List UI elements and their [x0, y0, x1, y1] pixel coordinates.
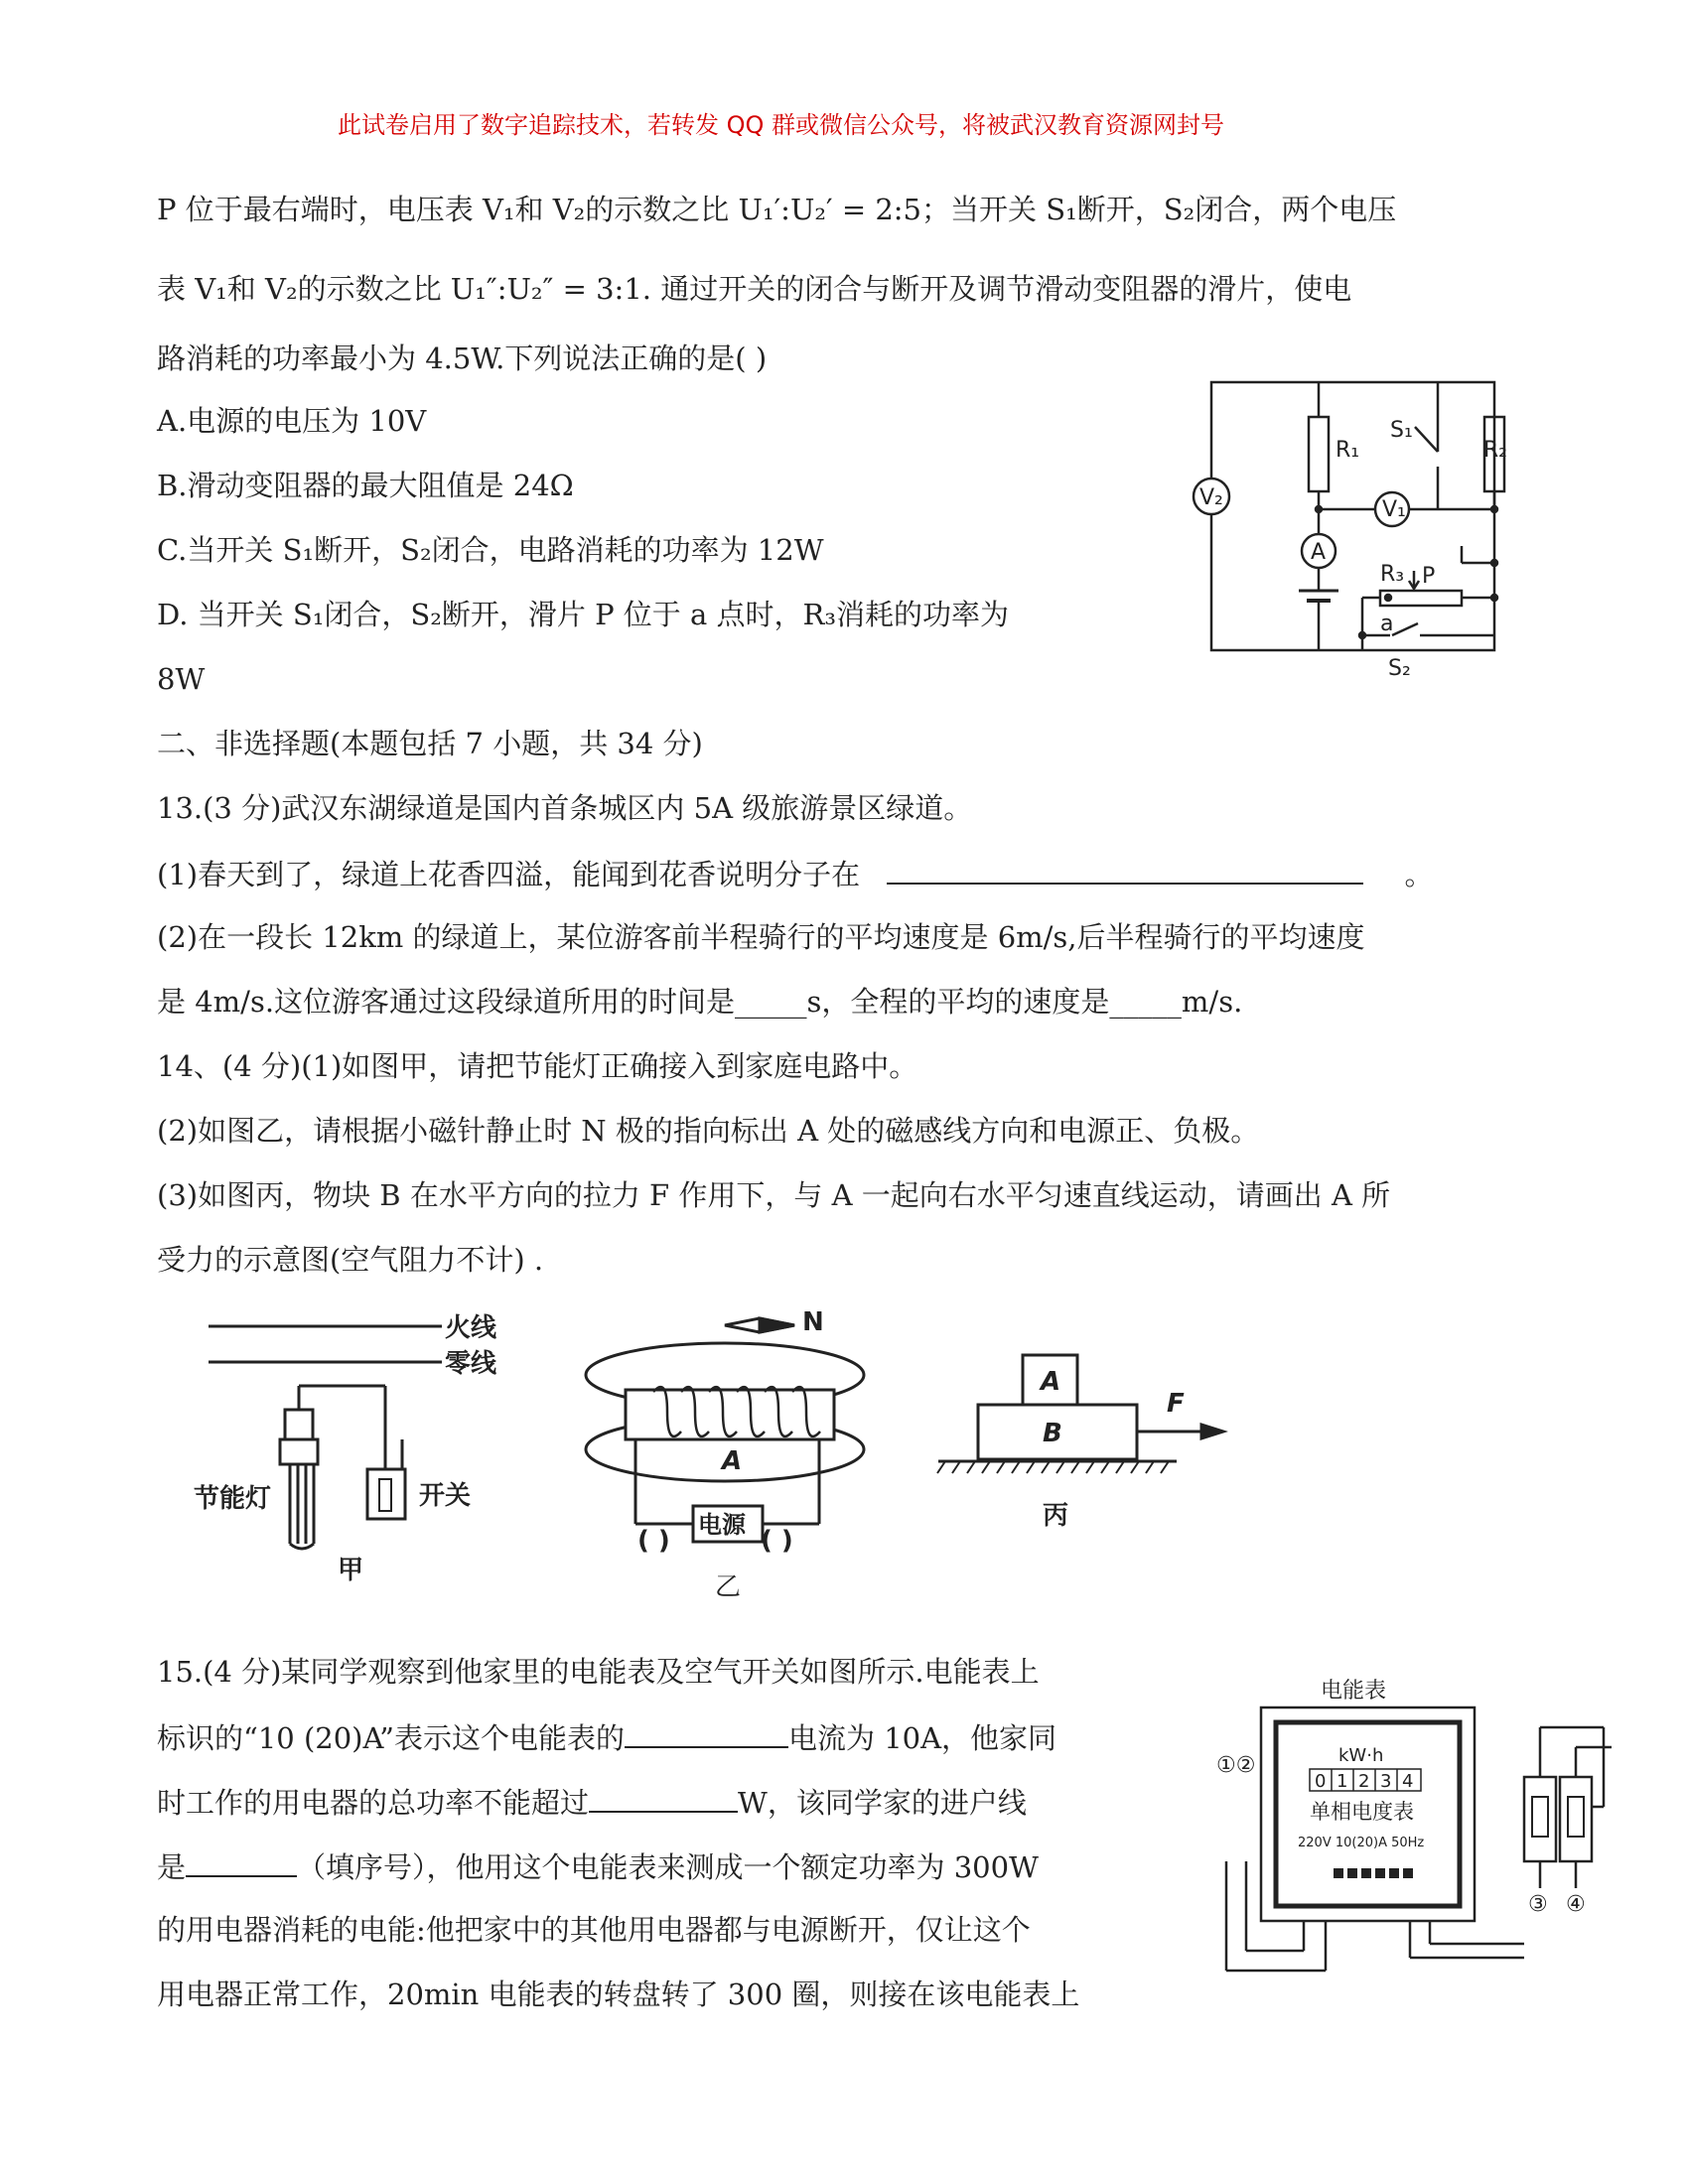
meter-digit-2: 2 [1358, 1771, 1370, 1792]
label-r1: R₁ [1336, 438, 1360, 463]
meter-digit-3: 3 [1380, 1771, 1392, 1792]
q15-line-3b: W，该同学家的进户线 [738, 1786, 1027, 1820]
r1-resistor [1309, 417, 1329, 491]
figure-yi [576, 1300, 904, 1618]
q13-part-1-text: (1)春天到了，绿道上花香四溢，能闻到花香说明分子在 [157, 858, 861, 891]
yi-caption: 乙 [715, 1572, 742, 1602]
bing-f-label: F [1167, 1389, 1185, 1419]
q15-line-3 [157, 1781, 1027, 1823]
q14-stem: 14、(4 分)(1)如图甲，请把节能灯正确接入到家庭电路中。 [157, 1049, 918, 1083]
label-r2: R₂ [1482, 438, 1507, 463]
q13-part-1-end: 。 [1404, 858, 1434, 891]
label-a-point: a [1380, 612, 1394, 636]
r3-resistor [1380, 591, 1462, 606]
jia-live-label: 火线 [445, 1313, 497, 1343]
meter-digit-1: 1 [1336, 1771, 1348, 1792]
bing-b-label: B [1043, 1419, 1062, 1448]
q14-part-2: (2)如图乙，请根据小磁针静止时 N 极的指向标出 A 处的磁感线方向和电源正、负极。 [157, 1114, 1260, 1148]
q14-part-3a: (3)如图丙，物块 B 在水平方向的拉力 F 作用下，与 A 一起向右水平匀速直线运动，请画出 A 所 [157, 1178, 1391, 1212]
q15-line-4a: 是 [157, 1850, 187, 1884]
meter-terminal-3: ③ [1528, 1892, 1548, 1917]
q15-line-2 [157, 1716, 1056, 1758]
meter-digit-4: 4 [1402, 1771, 1414, 1792]
watermark: 此试卷启用了数字追踪技术，若转发 QQ 群或微信公众号，将被武汉教育资源网封号 [337, 111, 1225, 139]
section-2-heading: 二、非选择题(本题包括 7 小题，共 34 分) [157, 727, 703, 760]
label-s2: S₂ [1388, 656, 1411, 681]
meter-terminals-left: ①② [1216, 1753, 1256, 1778]
q15-line-4 [157, 1845, 1039, 1887]
yi-source-label: 电源 [698, 1511, 746, 1539]
q15-blank-1[interactable] [625, 1716, 788, 1748]
yi-paren-right: ( ) [761, 1526, 793, 1556]
circuit-diagram [1172, 377, 1509, 685]
q12-line-3: 路消耗的功率最小为 4.5W.下列说法正确的是( ) [157, 341, 768, 375]
bing-a-label: A [1041, 1367, 1061, 1397]
jia-switch-label: 开关 [419, 1481, 472, 1511]
meter-name: 单相电度表 [1310, 1800, 1414, 1824]
yi-core-label: A [722, 1446, 743, 1476]
meter-terminal-4: ④ [1566, 1892, 1586, 1917]
meter-spec: 220V 10(20)A 50Hz [1298, 1836, 1425, 1850]
q15-line-5: 的用电器消耗的电能:他把家中的其他用电器都与电源断开，仅让这个 [157, 1913, 1031, 1947]
label-v2: V₂ [1199, 485, 1223, 510]
label-p: P [1422, 564, 1436, 589]
q15-line-2a: 标识的“10 (20)A”表示这个电能表的 [157, 1721, 625, 1755]
figure-bing [933, 1330, 1241, 1569]
jia-lamp-label: 节能灯 [194, 1484, 272, 1514]
bing-caption: 丙 [1043, 1501, 1069, 1531]
label-v1: V₁ [1382, 497, 1406, 522]
q15-line-4b: （填序号），他用这个电能表来测成一个额定功率为 300W [297, 1850, 1039, 1884]
q12-option-d-cont: 8W [157, 662, 206, 696]
q12-line-2: 表 V₁和 V₂的示数之比 U₁″:U₂″ = 3:1. 通过开关的闭合与断开及调节滑动变阻器的滑片，使电 [157, 272, 1352, 306]
meter-digit-0: 0 [1315, 1771, 1327, 1792]
q13-part-2a: (2)在一段长 12km 的绿道上，某位游客前半程骑行的平均速度是 6m/s,后半程骑行的平均速度 [157, 920, 1365, 954]
q15-blank-2[interactable] [589, 1781, 738, 1813]
q15-blank-3[interactable] [186, 1845, 297, 1877]
q15-line-2b: 电流为 10A，他家同 [787, 1721, 1057, 1755]
label-r3: R₃ [1380, 562, 1405, 587]
q15-line-1: 15.(4 分)某同学观察到他家里的电能表及空气开关如图所示.电能表上 [157, 1655, 1040, 1689]
q12-option-d: D. 当开关 S₁闭合，S₂断开，滑片 P 位于 a 点时，R₃消耗的功率为 [157, 598, 1009, 631]
meter-title: 电能表 [1321, 1679, 1387, 1704]
meter-unit: kW·h [1338, 1745, 1384, 1766]
q13-stem: 13.(3 分)武汉东湖绿道是国内首条城区内 5A 级旅游景区绿道。 [157, 791, 973, 825]
q14-part-3b: 受力的示意图(空气阻力不计) . [157, 1243, 544, 1277]
q12-option-c: C.当开关 S₁断开，S₂闭合，电路消耗的功率为 12W [157, 533, 824, 567]
yi-north-label: N [802, 1307, 824, 1337]
q15-line-3a: 时工作的用电器的总功率不能超过 [157, 1786, 590, 1820]
q15-line-6: 用电器正常工作，20min 电能表的转盘转了 300 圈，则接在该电能表上 [157, 1978, 1080, 2011]
q12-option-a: A.电源的电压为 10V [157, 404, 427, 438]
figure-jia [189, 1300, 526, 1598]
q12-option-b: B.滑动变阻器的最大阻值是 24Ω [157, 469, 574, 502]
label-s1: S₁ [1390, 418, 1413, 443]
label-a-meter: A [1311, 540, 1327, 565]
energy-meter-figure [1206, 1668, 1614, 1995]
q13-blank-1[interactable] [887, 853, 1363, 885]
q12-line-1: P 位于最右端时，电压表 V₁和 V₂的示数之比 U₁′:U₂′ = 2:5；当开关 S₁断开，S₂闭合，两个电压 [157, 193, 1397, 226]
q13-part-1 [157, 853, 1434, 894]
jia-caption: 甲 [338, 1556, 364, 1585]
q13-part-2b: 是 4m/s.这位游客通过这段绿道所用的时间是_____s，全程的平均的速度是_____m/s. [157, 985, 1243, 1019]
jia-neutral-label: 零线 [445, 1349, 497, 1379]
yi-paren-left: ( ) [637, 1526, 670, 1556]
